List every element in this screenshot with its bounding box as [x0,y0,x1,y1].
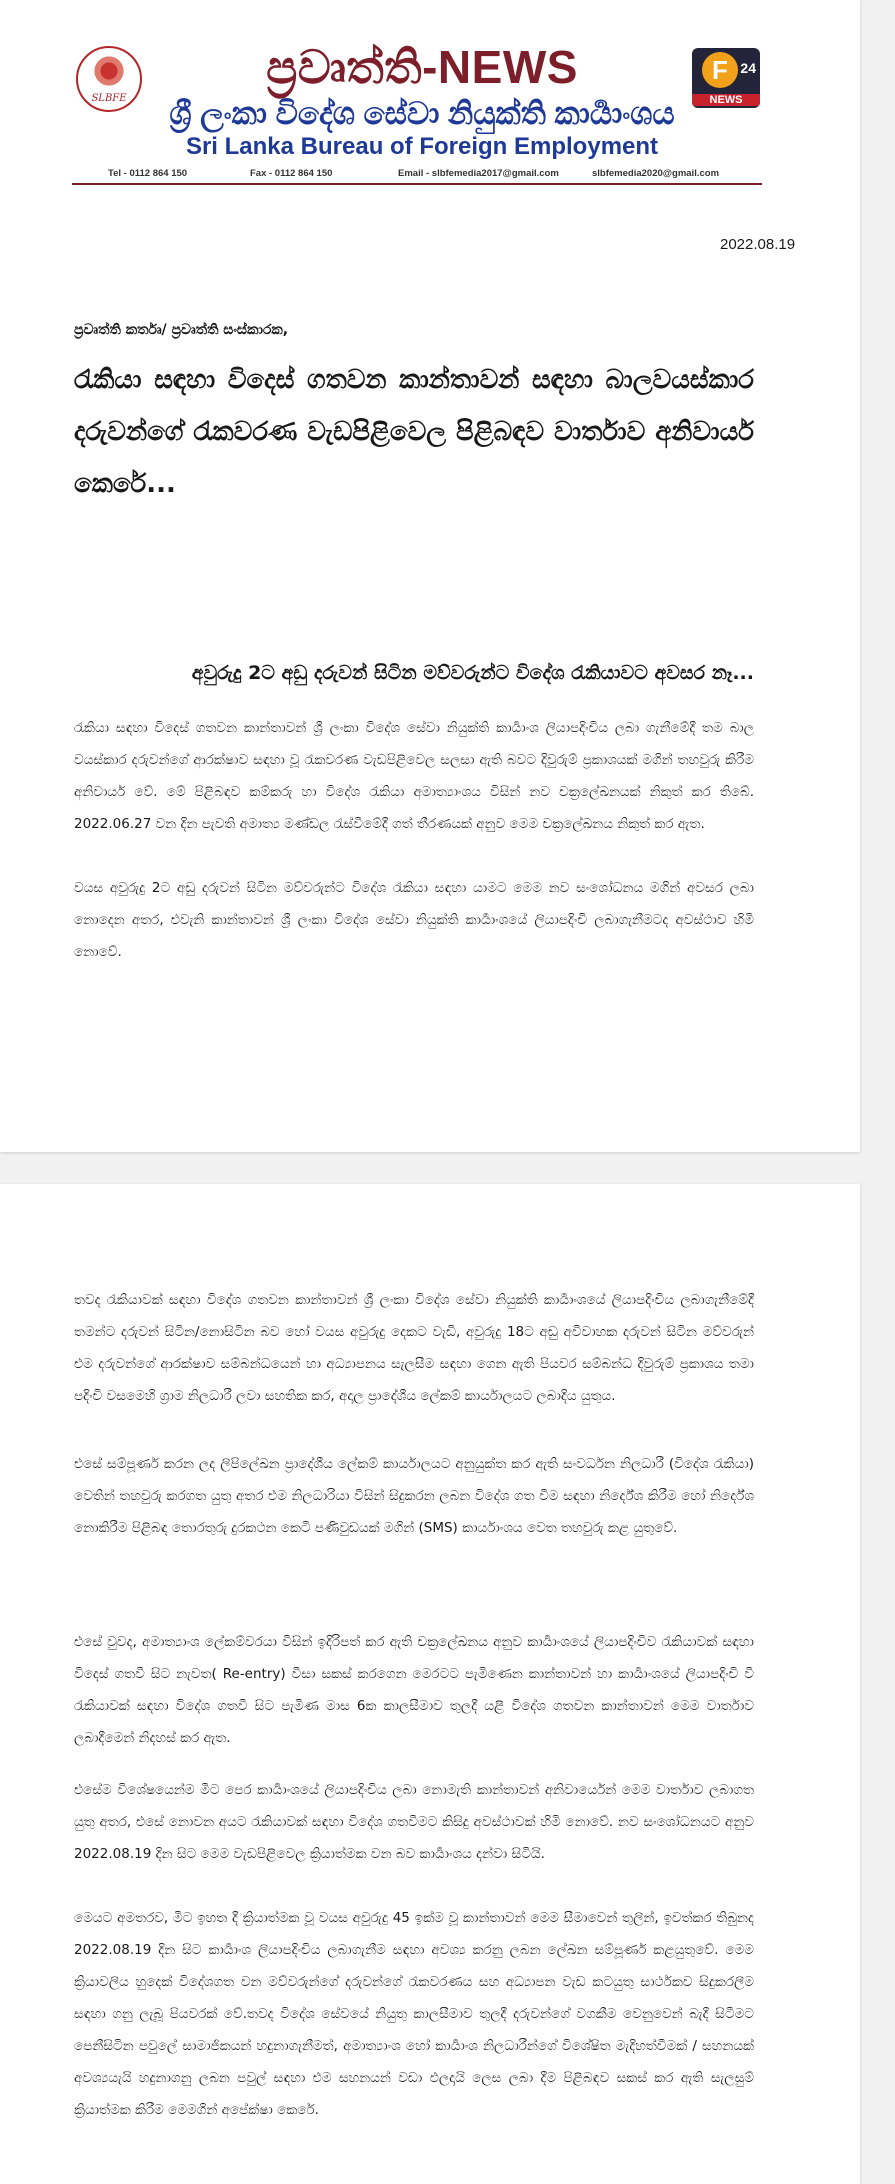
sun-emblem-icon [92,54,126,88]
slbfe-logo-text: SLBFE [91,93,127,104]
letterhead-title: ප්‍රවෘත්ති-NEWS [266,41,578,93]
contact-tel: Tel - 0112 864 150 [108,168,188,179]
paragraph-5: එසේ වුවද, අමාත්‍යාංශ ලේකම්වරයා විසින් ඉදිරිපත් කර ඇති චක්‍රලේඛනය අනුව කාර්‍යාංශයේ ලියාපදිංචිව රැකියාවක් සඳහා විදෙස් ගතවී සිට නැවත( Re-entry) වීසා සකස් කරගෙන මෙරටට පැමිණෙන කාන්තාවන් හා කාර්‍යාංශයේ ලියාපදිංචි වී රැකියාවක් සඳහා විදේශ ගතවී සිට පැමිණ මාස 6ක කාලසීමාව තුලදී යළි විදේශ ගතවන කාන්තාවන් මෙම වාර්තාව ලබාදීමෙන් නිදහස් කර ඇත. [74,1634,754,1746]
f24-logo-number: 24 [740,60,756,76]
letterhead-subtitle-sinhala: ශ්‍රී ලංකා විදේශ සේවා නියුක්ති කාර්‍යාංශය [169,96,675,131]
paragraph-2: වයස අවුරුදු 2ට අඩු දරුවන් සිටින මව්වරුන්ට විදේශ රැකියා සඳහා යාමට මෙම නව සංශෝධනය මගින් අවසර ලබා නොදෙන අතර, එවැනි කාන්තාවන් ශ්‍රී ලංකා විදේශ සේවා නියුක්ති කාර්‍යාංශයේ ලියාපදිංචි ලබාගැනීමටද අවස්ථාව හිමි නොවේ. [74,880,754,960]
letterhead-subtitle-english: Sri Lanka Bureau of Foreign Employment [185,133,659,160]
letterhead [72,40,762,185]
headline: රැකියා සඳහා විදෙස් ගතවන කාන්තාවන් සඳහා බාලවයස්කාර දරුවන්ගේ රැකවරණ වැඩපිළිවෙල පිළිබඳව වාර්තාව අනිවාර්ය කෙරේ... [74,365,754,499]
f24-news-logo [692,48,760,108]
f24-logo-letter: F [702,52,738,88]
paragraph-3: තවද රැකියාවක් සඳහා විදේශ ගතවන කාන්තාවන් ශ්‍රී ලංකා විදේශ සේවා නියුක්ති කාර්‍යාංශයේ ලියාපදිංචිය ලබාගැනීමේදී තමන්ට දරුවන් සිටින/නොසිටින බව හෝ වයස අවුරුදු දෙකට වැඩි, අවුරුදු 18ට අඩු අවිවාහක දරුවන් සිටින මව්වරුන් එම දරුවන්ගේ ආරක්ෂාව සම්බන්ධයෙන් හා අධ්‍යාපනය සැලසීම සඳහා ගෙන ඇති පියවර සම්බන්ධ දිවුරුම් ප්‍රකාශය තමා පදිංචි වසමෙහි ග්‍රාම නිලධාරී ලවා සහතික කර, අදාල ප්‍රාදේශීය ලේකම් කාර්යාලයට ලබාදිය යුතුය. [74,1292,754,1404]
paragraph-4: එසේ සම්පූර්ණ කරන ලද ලිපිලේඛන ප්‍රාදේශීය ලේකම් කාර්යාලයට අනුයුක්ත කර ඇති සංවර්ධන නිලධාරී (විදේශ රැකියා) වෙතින් තහවුරු කරගත යුතු අතර එම නිලධාරියා විසින් සිදුකරන ලබන විදේශ ගත වීම සඳහා නිර්දේශ කිරීම හෝ නිර්දේශ නොකිරීම පිළිබඳ තොරතුරු දුරකථන කෙටි පණිවුඩයක් මගින් (SMS) කාර්යාංශය වෙත තහවුරු කළ යුතුවේ. [74,1456,754,1536]
letterhead-divider [72,183,762,185]
paragraph-7: මෙයට අමතරව, මීට ඉහත දී ක්‍රියාත්මක වූ වයස අවුරුදු 45 ඉක්ම වූ කාන්තාවන් මෙම සීමාවෙන් තුලින්, ඉවත්කර තිබුනද 2022.08.19 දින සිට කාර්‍යාංශ ලියාපදිංචිය ලබාගැනීම සඳහා අවශ්‍ය කරනු ලබන ලේඛන සම්පූර්ණ කළයුතුවේ. මෙම ක්‍රියාවලිය හුදෙක් විදේශගත වන මව්වරුන්ගේ දරුවන්ගේ රැකවරණය සහ අධ්‍යාපන වැඩ කටයුතු සාර්ථකව සිදුකරලීම සඳහා ගනු ලැබූ පියවරක් වේ.තවද විදේශ සේවයේ නියුතු කාලසීමාව තුලදී දරුවන්ගේ වගකීම වෙනුවෙන් බැදී සිටීමට පෙනීසිටින පවුලේ සාමාජිකයන් හදුනාගැනීමත්, අමාත්‍යාංශ හෝ කාර්‍යාංශ නිලධාරීන්ගේ විශේෂිත මැදිහත්වීමක් / සහනයක් අවශ්‍යයැයි හදුනාගනු ලබන පවුල් සඳහා එම සහනයන් වඩා ඵලදායි ලෙස ලබා දීම පිළිබඳව සකස් කර ඇති සැලසුම් ක්‍රියාත්මක කිරීම මෙමගින් අපේක්ෂා කෙරේ. [74,1910,754,2118]
document-page-2 [0,1184,860,2184]
slbfe-logo [76,46,142,112]
contact-fax: Fax - 0112 864 150 [250,168,333,179]
paragraph-6: එසේම විශේෂයෙන්ම මීට පෙර කාර්‍යාංශයේ ලියාපදිංචිය ලබා නොමැති කාන්තාවන් අනිවාර්යෙන් මෙම වාර්තාව ලබාගත යුතු අතර, එසේ නොවන අයට රැකියාවක් සඳහා විදේශ ගතවීමට කිසිදු අවස්ථාවක් හිමි නොවේ. නව සංශෝධනයට අනුව 2022.08.19 දින සිට මෙම වැඩපිළිවෙල ක්‍රියාත්මක වන බව කාර්‍යාංශය දන්වා සිටියි. [74,1782,754,1862]
contact-email-1: Email - slbfemedia2017@gmail.com [398,168,559,179]
document-date: 2022.08.19 [720,236,796,253]
contact-email-2: slbfemedia2020@gmail.com [592,168,720,179]
f24-logo-label: NEWS [692,94,760,106]
subheadline: අවුරුදු 2ට අඩු දරුවන් සිටින මව්වරුන්ට විදේශ රැකියාවට අවසර නෑ... [191,662,754,684]
paragraph-1: රැකියා සඳහා විදෙස් ගතවන කාන්තාවන් ශ්‍රී ලංකා විදේශ සේවා නියුක්ති කාර්‍යාංශ ලියාපදිංචිය ලබා ගැනීමේදී තම බාල වයස්කාර දරුවන්ගේ ආරක්ෂාව සඳහා වූ රැකවරණ වැඩපිළිවෙල සලසා ඇති බවට දිවුරුම් ප්‍රකාශයක් මගින් තහවුරු කිරීම අනිවාර්ය වේ. මේ පිළිබඳව කම්කරු හා විදේශ රැකියා අමාත්‍යාංශය විසින් නව චක්‍රලේඛනයක් නිකුත් කර තිබේ. 2022.06.27 වන දින පැවති අමාත්‍ය මණ්ඩල රැස්වීමේදී ගත් තීරණයක් අනුව මෙම චක්‍රලේඛනය නිකුත් කර ඇත. [74,720,754,832]
recipient-line: ප්‍රවෘත්ති කර්තෘ/ ප්‍රවෘත්ති සංස්කාරක, [74,322,289,338]
